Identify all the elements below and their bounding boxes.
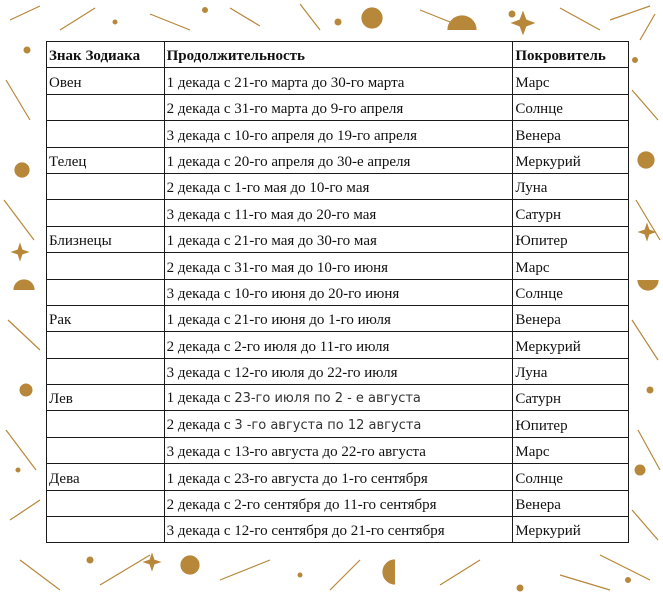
cell-duration: 3 декада с 10-го июня до 20-го июня [164,279,513,305]
cell-sign [47,490,165,516]
duration-prefix: 1 декада с [166,390,231,407]
cell-patron: Марс [513,68,629,94]
cell-patron: Меркурий [513,147,629,173]
cell-patron: Марс [513,437,629,463]
table-row [47,437,629,463]
table-row [47,121,629,147]
cell-patron: Солнце [513,464,629,490]
cell-sign: Близнецы [47,226,165,252]
table-header-row [47,42,629,68]
cell-duration: 2 декада с 2-го сентября до 11-го сентября [164,490,513,516]
table-row [47,200,629,226]
cell-patron: Меркурий [513,332,629,358]
header-sign: Знак Зодиака [47,42,165,68]
cell-patron: Луна [513,173,629,199]
cell-sign [47,253,165,279]
table-row [47,464,629,490]
cell-duration: 3 декада с 11-го мая до 20-го мая [164,200,513,226]
cell-patron: Юпитер [513,226,629,252]
cell-patron: Сатурн [513,385,629,411]
duration-prefix: 2 декада с [166,416,231,433]
cell-sign [47,358,165,384]
cell-sign: Овен [47,68,165,94]
cell-sign: Лев [47,385,165,411]
cell-patron: Луна [513,358,629,384]
cell-sign: Рак [47,305,165,331]
table-row [47,68,629,94]
cell-patron: Меркурий [513,517,629,543]
cell-sign [47,279,165,305]
cell-patron: Солнце [513,94,629,120]
cell-patron: Юпитер [513,411,629,437]
table-row [47,385,629,411]
cell-patron: Сатурн [513,200,629,226]
table-row [47,253,629,279]
cell-duration: 3 декада с 12-го сентября до 21-го сентября [164,517,513,543]
cell-duration: 2 декада с 1-го мая до 10-го мая [164,173,513,199]
cell-duration: 1 декада с 21-го мая до 30-го мая [164,226,513,252]
cell-sign [47,411,165,437]
cell-duration: 1 декада с 20-го апреля до 30-е апреля [164,147,513,173]
table-row [47,226,629,252]
table-row [47,279,629,305]
edited-duration: 3 -го августа по 12 августа [234,417,422,433]
cell-sign: Телец [47,147,165,173]
cell-sign [47,437,165,463]
table-row [47,332,629,358]
cell-patron: Марс [513,253,629,279]
edited-duration: 23-го июля по 2 - е августа [234,391,421,407]
zodiac-table [46,41,629,543]
duration-prefix: 3 декада с [166,444,231,461]
table-row [47,305,629,331]
cell-duration [164,411,513,437]
cell-sign [47,200,165,226]
header-duration: Продолжительность [164,42,513,68]
cell-sign [47,517,165,543]
cell-duration: 1 декада с 21-го марта до 30-го марта [164,68,513,94]
cell-sign [47,173,165,199]
cell-sign [47,121,165,147]
table-row [47,490,629,516]
cell-patron: Венера [513,121,629,147]
table-row [47,147,629,173]
cell-sign [47,94,165,120]
cell-duration: 3 декада с 12-го июля до 22-го июля [164,358,513,384]
cell-duration [164,385,513,411]
cell-sign [47,332,165,358]
table-row [47,173,629,199]
cell-duration: 2 декада с 31-го марта до 9-го апреля [164,94,513,120]
cell-duration: 1 декада с 21-го июня до 1-го июля [164,305,513,331]
table-row [47,411,629,437]
cell-duration: 3 декада с 10-го апреля до 19-го апреля [164,121,513,147]
cell-patron: Солнце [513,279,629,305]
table-row [47,358,629,384]
cell-duration: 1 декада с 23-го августа до 1-го сентября [164,464,513,490]
cell-patron: Венера [513,490,629,516]
table-row [47,94,629,120]
cell-duration [164,437,513,463]
edited-duration: 13-го августа до 22-го августа [234,444,426,461]
cell-duration: 2 декада с 2-го июля до 11-го июля [164,332,513,358]
cell-sign: Дева [47,464,165,490]
header-patron: Покровитель [513,42,629,68]
cell-duration: 2 декада с 31-го мая до 10-го июня [164,253,513,279]
cell-patron: Венера [513,305,629,331]
table-row [47,517,629,543]
